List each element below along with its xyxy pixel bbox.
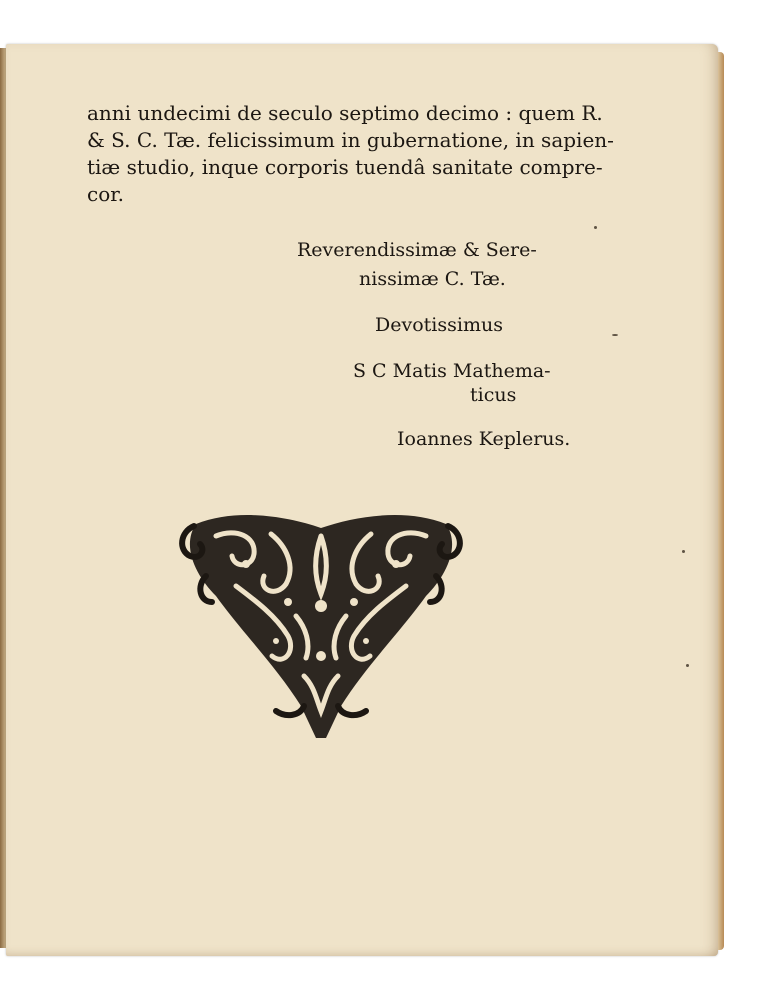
- paper-speck: [594, 226, 597, 229]
- paragraph-line: cor.: [87, 182, 124, 206]
- letter-paragraph: [87, 100, 614, 208]
- paper-speck: [612, 334, 618, 336]
- salutation-line-2: nissimæ C. Tæ.: [359, 268, 506, 290]
- paper-speck: [682, 550, 685, 553]
- title-line-2: ticus: [470, 384, 517, 406]
- devotion-line: Devotissimus: [375, 314, 503, 336]
- paragraph-line: & S. C. Tæ. felicissimum in gubernatione, in sapien-: [87, 128, 614, 152]
- signature: Ioannes Keplerus.: [397, 428, 571, 450]
- paper-speck: [686, 664, 689, 667]
- paragraph-line: tiæ studio, inque corporis tuendâ sanitate compre-: [87, 155, 603, 179]
- salutation-line-1: Reverendissimæ & Sere-: [297, 239, 537, 261]
- fleuron-triangle-ornament-icon: [176, 506, 466, 744]
- paragraph-line: anni undecimi de seculo septimo decimo : quem R.: [87, 101, 603, 125]
- title-line-1: S C Matis Mathema-: [353, 360, 551, 382]
